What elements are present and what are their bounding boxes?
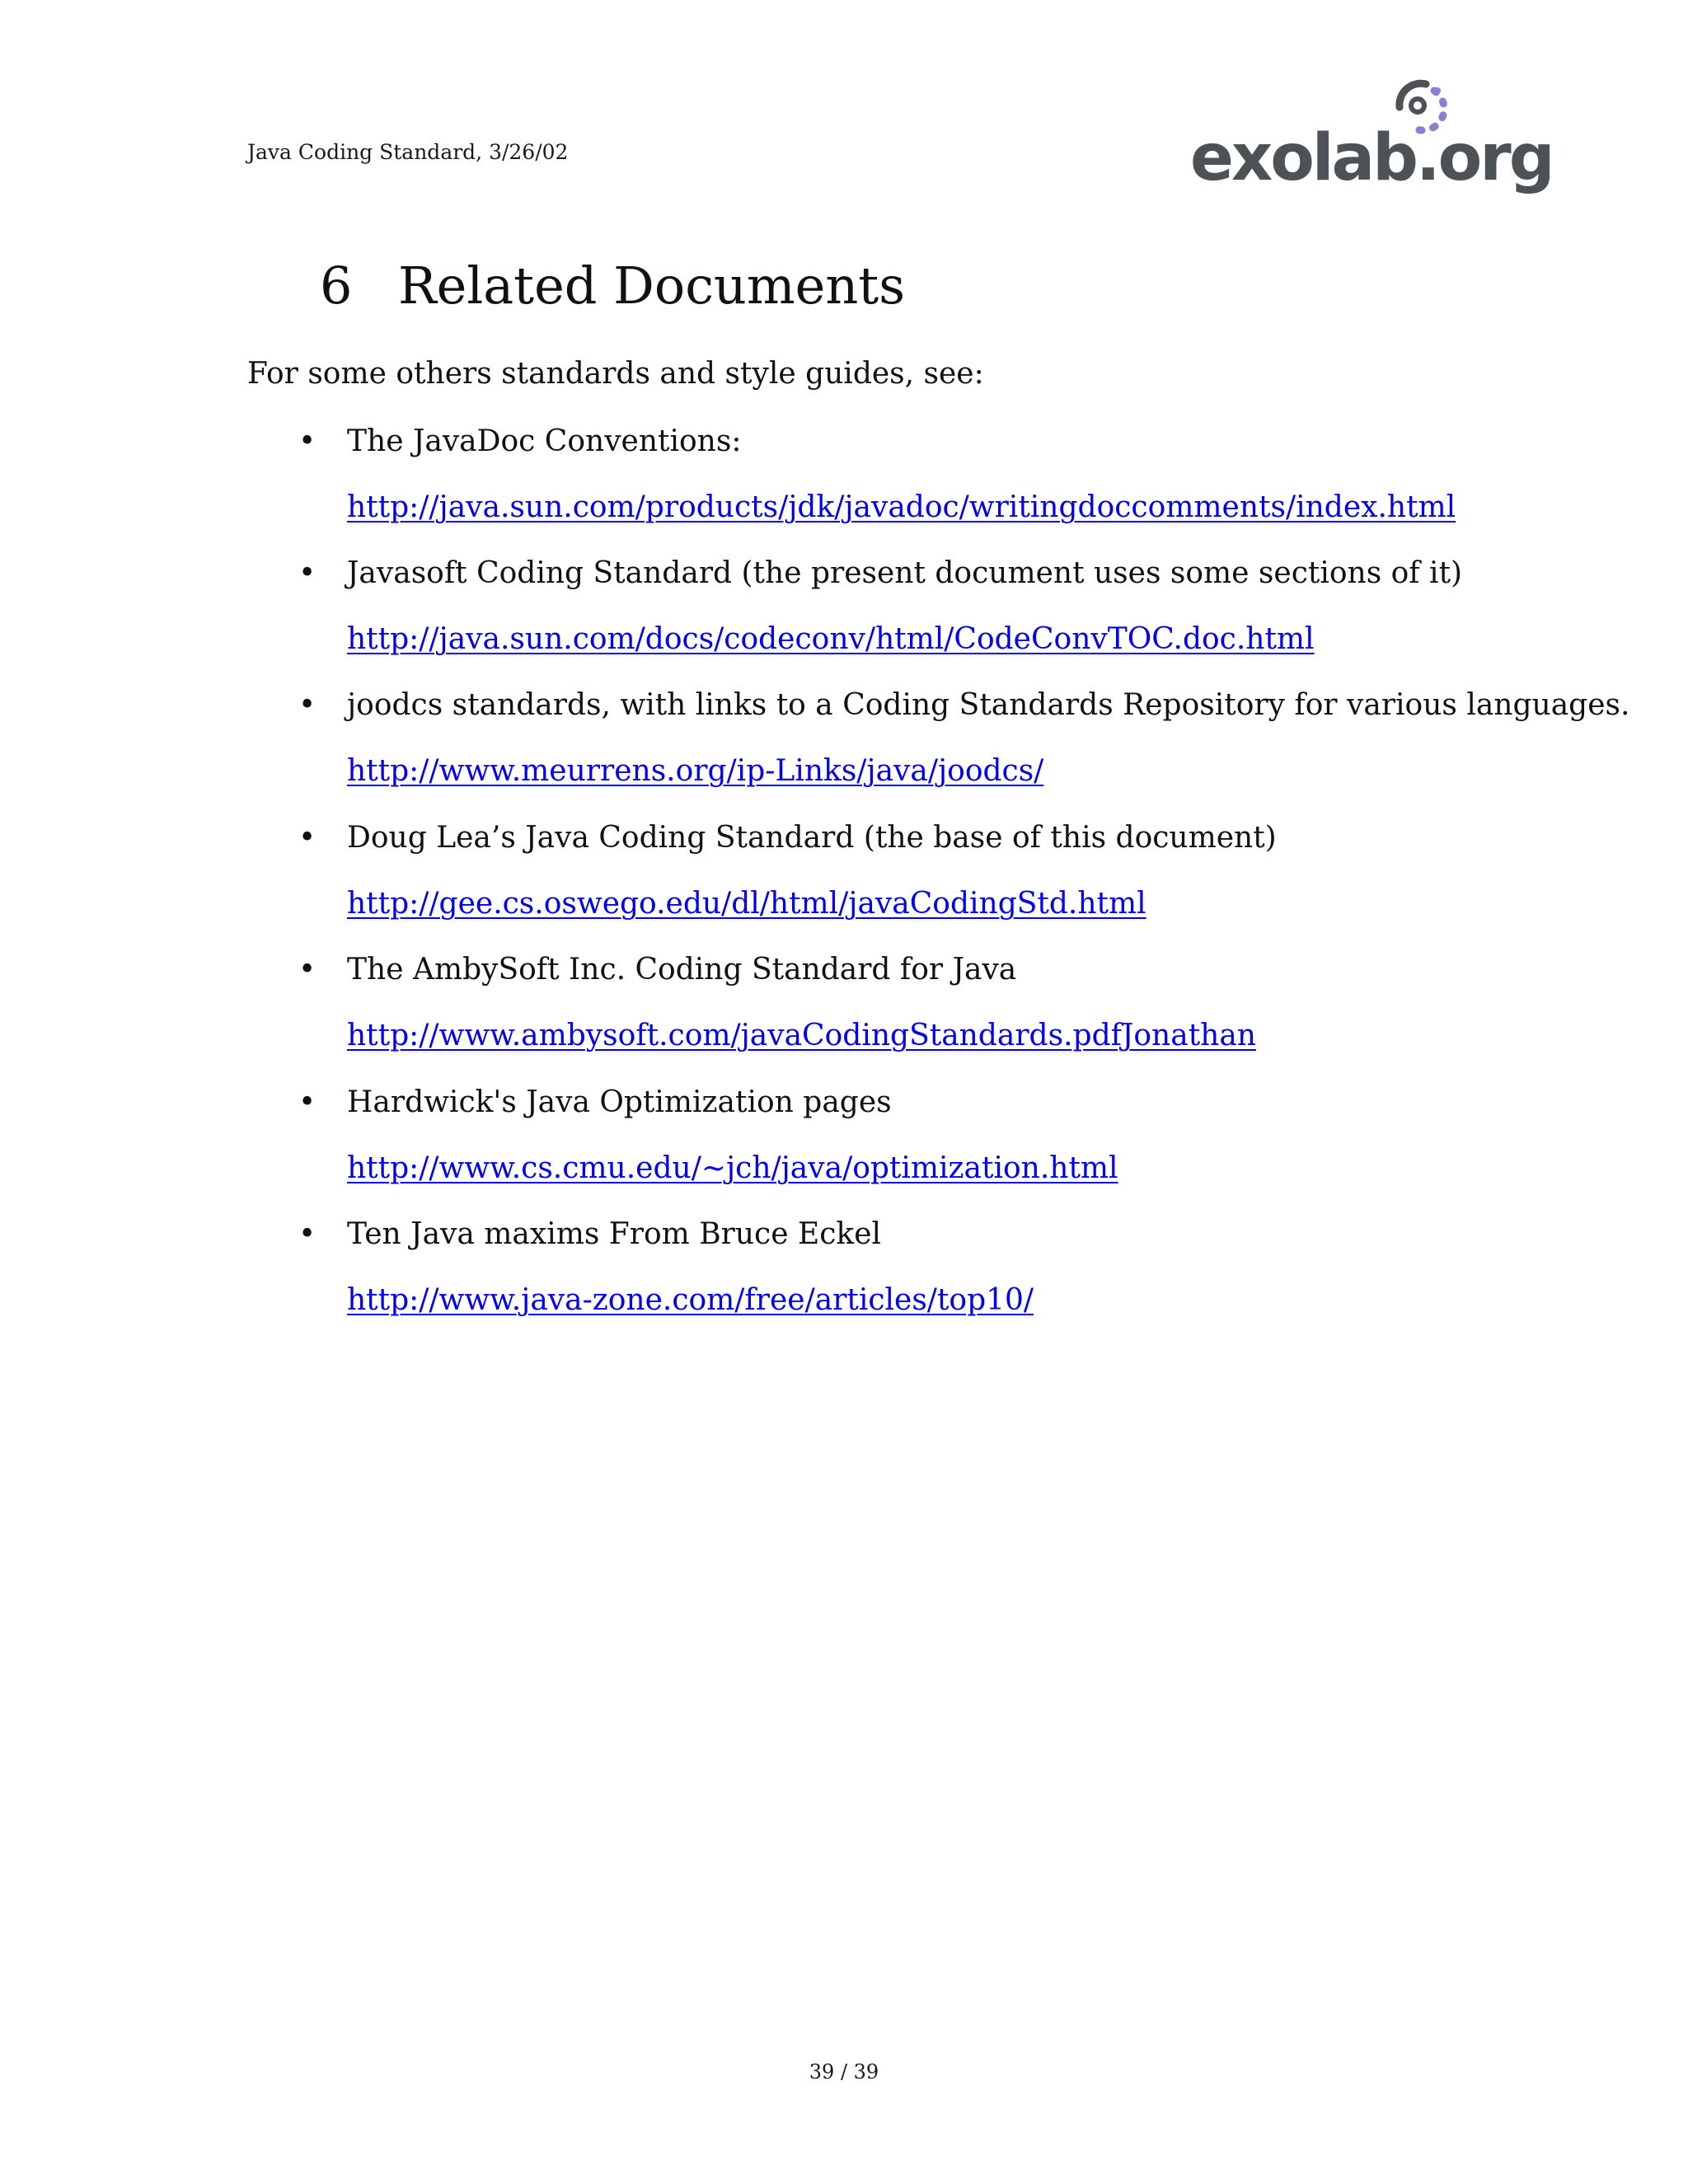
item-link[interactable]: http://www.ambysoft.com/javaCodingStandards.pdfJonathan xyxy=(347,1019,1256,1052)
item-link[interactable]: http://www.cs.cmu.edu/~jch/java/optimization.html xyxy=(347,1151,1118,1185)
item-link[interactable]: http://java.sun.com/docs/codeconv/html/CodeConvTOC.doc.html xyxy=(347,622,1315,656)
exolab-logo xyxy=(1187,68,1553,199)
section-heading xyxy=(320,255,905,316)
item-title: The JavaDoc Conventions: xyxy=(347,424,742,458)
item-title: Hardwick's Java Optimization pages xyxy=(347,1085,892,1119)
item-link[interactable]: http://www.java-zone.com/free/articles/top10/ xyxy=(347,1283,1034,1317)
bullet: • xyxy=(298,1217,316,1251)
logo-text: exolab.org xyxy=(1190,121,1553,195)
bullet: • xyxy=(298,556,316,590)
item-link[interactable]: http://java.sun.com/products/jdk/javadoc/writingdoccomments/index.html xyxy=(347,490,1456,524)
section-title: Related Documents xyxy=(398,255,906,316)
page-number: 39 / 39 xyxy=(809,2060,879,2083)
item-title: joodcs standards, with links to a Coding Standards Repository for various languages. xyxy=(347,688,1630,722)
item-title: Javasoft Coding Standard (the present document uses some sections of it) xyxy=(347,556,1463,590)
item-title: Doug Lea’s Java Coding Standard (the base of this document) xyxy=(347,821,1277,855)
item-link[interactable]: http://gee.cs.oswego.edu/dl/html/javaCodingStd.html xyxy=(347,887,1146,921)
running-header: Java Coding Standard, 3/26/02 xyxy=(247,140,569,164)
bullet: • xyxy=(298,953,316,987)
bullet: • xyxy=(298,688,316,722)
item-title: The AmbySoft Inc. Coding Standard for Java xyxy=(347,953,1017,987)
bullet: • xyxy=(298,821,316,855)
item-link[interactable]: http://www.meurrens.org/ip-Links/java/joodcs/ xyxy=(347,754,1044,788)
item-title: Ten Java maxims From Bruce Eckel xyxy=(347,1217,882,1251)
bullet: • xyxy=(298,424,316,458)
section-number: 6 xyxy=(320,255,353,316)
intro-paragraph: For some others standards and style guides, see: xyxy=(247,357,984,391)
bullet: • xyxy=(298,1085,316,1119)
